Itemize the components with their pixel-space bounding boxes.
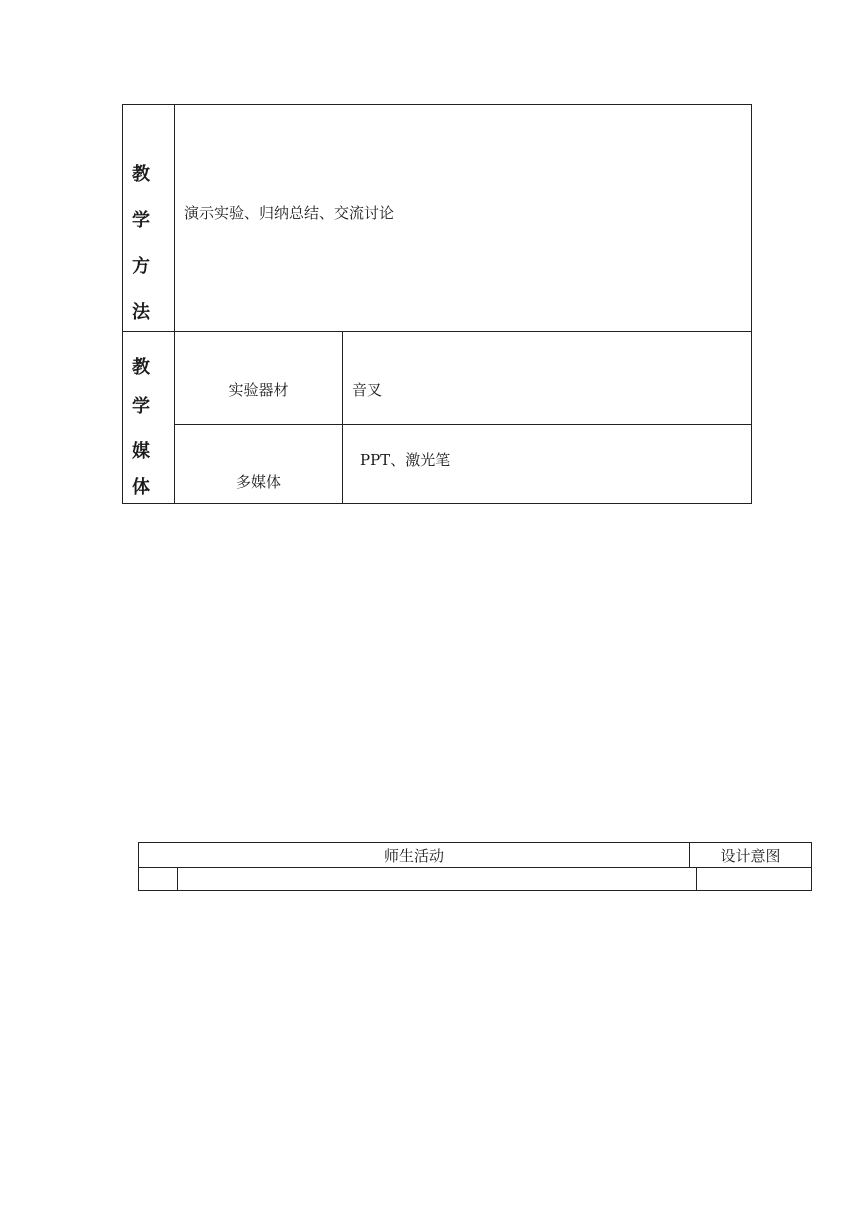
media-column-divider [342,331,343,504]
header-design-intent: 设计意图 [720,847,781,865]
table-border-top [138,842,812,843]
media-item-name: 多媒体 [235,473,281,491]
label-char: 媒 [132,441,150,462]
teaching-media-label [129,353,153,503]
section-divider [122,331,752,332]
label-char: 学 [132,210,150,231]
header-row-divider [138,867,812,868]
media-item-value: PPT、激光笔 [360,451,451,469]
label-char: 教 [132,164,150,185]
table-border-bottom [122,503,752,504]
table-border-top [122,104,752,105]
label-char: 法 [132,302,150,323]
table-border-right [751,104,752,504]
body-column-divider-right [696,867,697,891]
label-char: 方 [132,256,150,277]
media-item-value: 音叉 [352,381,383,399]
label-char: 教 [132,357,150,378]
teaching-method-content: 演示实验、归纳总结、交流讨论 [184,204,395,222]
teaching-method-label [129,160,153,325]
table-border-bottom [138,890,812,891]
label-char: 体 [132,477,150,498]
media-item-name: 实验器材 [228,381,289,399]
table-border-right [811,842,812,891]
table-border-left [122,104,123,504]
label-char: 学 [132,396,150,417]
label-column-divider [174,104,175,504]
media-row-divider [174,424,752,425]
body-column-divider-left [177,867,178,891]
header-activity: 师生活动 [383,847,444,865]
